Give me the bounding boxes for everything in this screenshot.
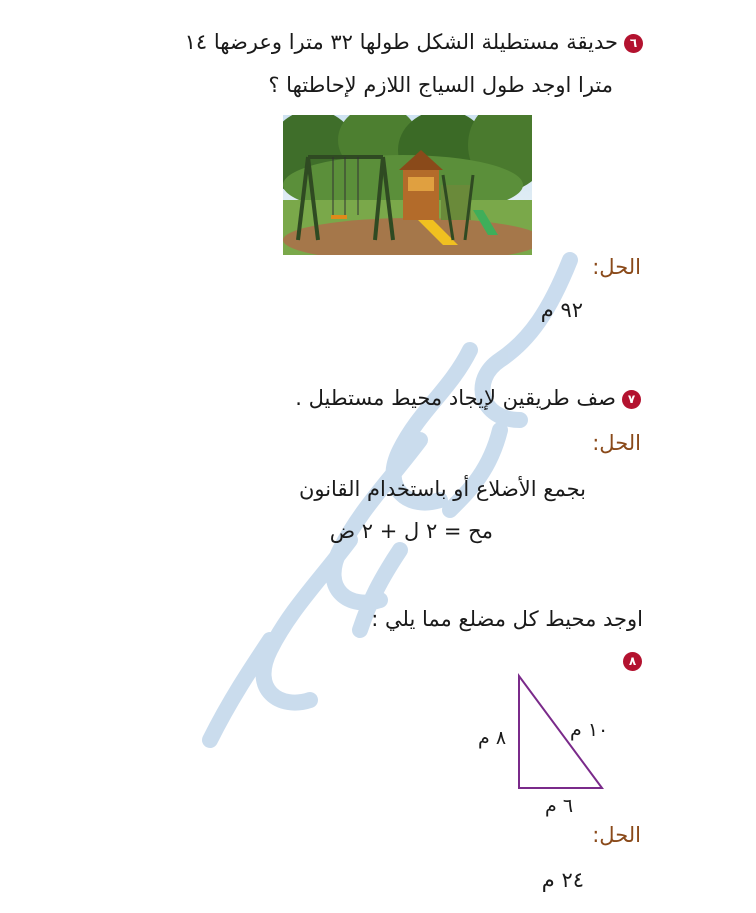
question-7 xyxy=(295,388,641,409)
playground-photo xyxy=(283,115,532,255)
question-number-badge: ٧ xyxy=(622,390,641,409)
triangle-side-left: ٨ م xyxy=(478,727,507,749)
answer-7-line-1: بجمع الأضلاع أو باستخدام القانون xyxy=(298,477,586,501)
triangle-side-bottom: ٦ م xyxy=(545,795,574,817)
question-7-text: صف طريقين لإيجاد محيط مستطيل . xyxy=(295,386,616,410)
question-number-badge: ٦ xyxy=(624,34,643,53)
answer-7-line-2: مح = ٢ ل + ٢ ض xyxy=(329,519,493,543)
question-6-text: حديقة مستطيلة الشكل طولها ٣٢ مترا وعرضها ١٤ xyxy=(184,30,618,54)
question-8-number xyxy=(623,651,642,671)
solution-label-7: الحل: xyxy=(592,431,641,455)
solution-label-6: الحل: xyxy=(592,255,641,279)
question-number-badge: ٨ xyxy=(623,652,642,671)
section-instruction: اوجد محيط كل مضلع مما يلي : xyxy=(371,607,643,631)
question-6-line-2: مترا اوجد طول السياج اللازم لإحاطتها ؟ xyxy=(268,73,613,97)
answer-8: ٢٤ م xyxy=(541,868,584,892)
solution-label-8: الحل: xyxy=(592,823,641,847)
triangle-side-hypotenuse: ١٠ م xyxy=(570,719,609,741)
question-6-line-1 xyxy=(185,32,643,53)
answer-6: ٩٢ م xyxy=(540,298,583,322)
